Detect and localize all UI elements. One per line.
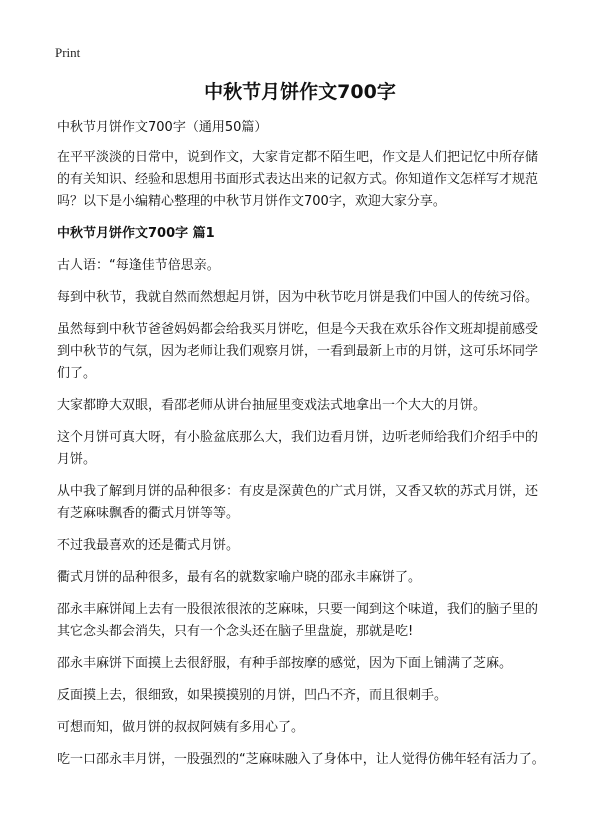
- paragraph: 衢式月饼的品种很多，最有名的就数家喻户晓的邵永丰麻饼了。: [57, 570, 422, 585]
- paragraph: 虽然每到中秋节爸爸妈妈都会给我买月饼吃，但是今天我在欢乐谷作文班却提前感受到中秋节的气氛，因为老师让我们观察月饼，一看到最新上市的月饼，这可乐坏同学们了。: [57, 322, 539, 381]
- page-title: 中秋节月饼作文700字: [204, 81, 396, 103]
- paragraph: 大家都睁大双眼，看邵老师从讲台抽屉里变戏法式地拿出一个大大的月饼。: [57, 398, 487, 413]
- section-heading: 中秋节月饼作文700字 篇1: [57, 226, 215, 241]
- paragraph: 邵永丰麻饼下面摸上去很舒服，有种手部按摩的感觉，因为下面上铺满了芝麻。: [57, 656, 513, 671]
- intro-paragraph: 在平平淡淡的日常中，说到作文，大家肯定都不陌生吧，作文是人们把记忆中所存储的有关知识、经验和思想用书面形式表达出来的记叙方式。你知道作文怎样写才规范吗？以下是小编精心整理的中秋节月饼作文700字，欢迎大家分享。: [57, 150, 539, 209]
- paragraph: 吃一口邵永丰月饼，一股强烈的“芝麻味融入了身体中，让人觉得仿佛年轻有活力了。: [57, 752, 545, 767]
- print-link[interactable]: Print: [55, 45, 81, 60]
- paragraph: 邵永丰麻饼闻上去有一股很浓很浓的芝麻味，只要一闻到这个味道，我们的脑子里的其它念头都会消失，只有一个念头还在脑子里盘旋，那就是吃!: [57, 602, 539, 639]
- paragraph: 反面摸上去，很细致，如果摸摸别的月饼，凹凸不齐，而且很刺手。: [57, 688, 448, 703]
- paragraph: 古人语：“每逢佳节倍思亲。: [57, 258, 220, 273]
- paragraph: 不过我最喜欢的还是衢式月饼。: [57, 538, 240, 553]
- paragraph: 从中我了解到月饼的品种很多：有皮是深黄色的广式月饼，又香又软的苏式月饼，还有芝麻味飘香的衢式月饼等等。: [57, 484, 539, 521]
- paragraph: 可想而知，做月饼的叔叔阿姨有多用心了。: [57, 720, 305, 735]
- paragraph: 每到中秋节，我就自然而然想起月饼，因为中秋节吃月饼是我们中国人的传统习俗。: [57, 290, 539, 305]
- article-subtitle: 中秋节月饼作文700字（通用50篇）: [57, 120, 268, 135]
- article-body: [57, 117, 547, 781]
- paragraph: 这个月饼可真大呀，有小脸盆底那么大，我们边看月饼，边听老师给我们介绍手中的月饼。: [57, 430, 539, 467]
